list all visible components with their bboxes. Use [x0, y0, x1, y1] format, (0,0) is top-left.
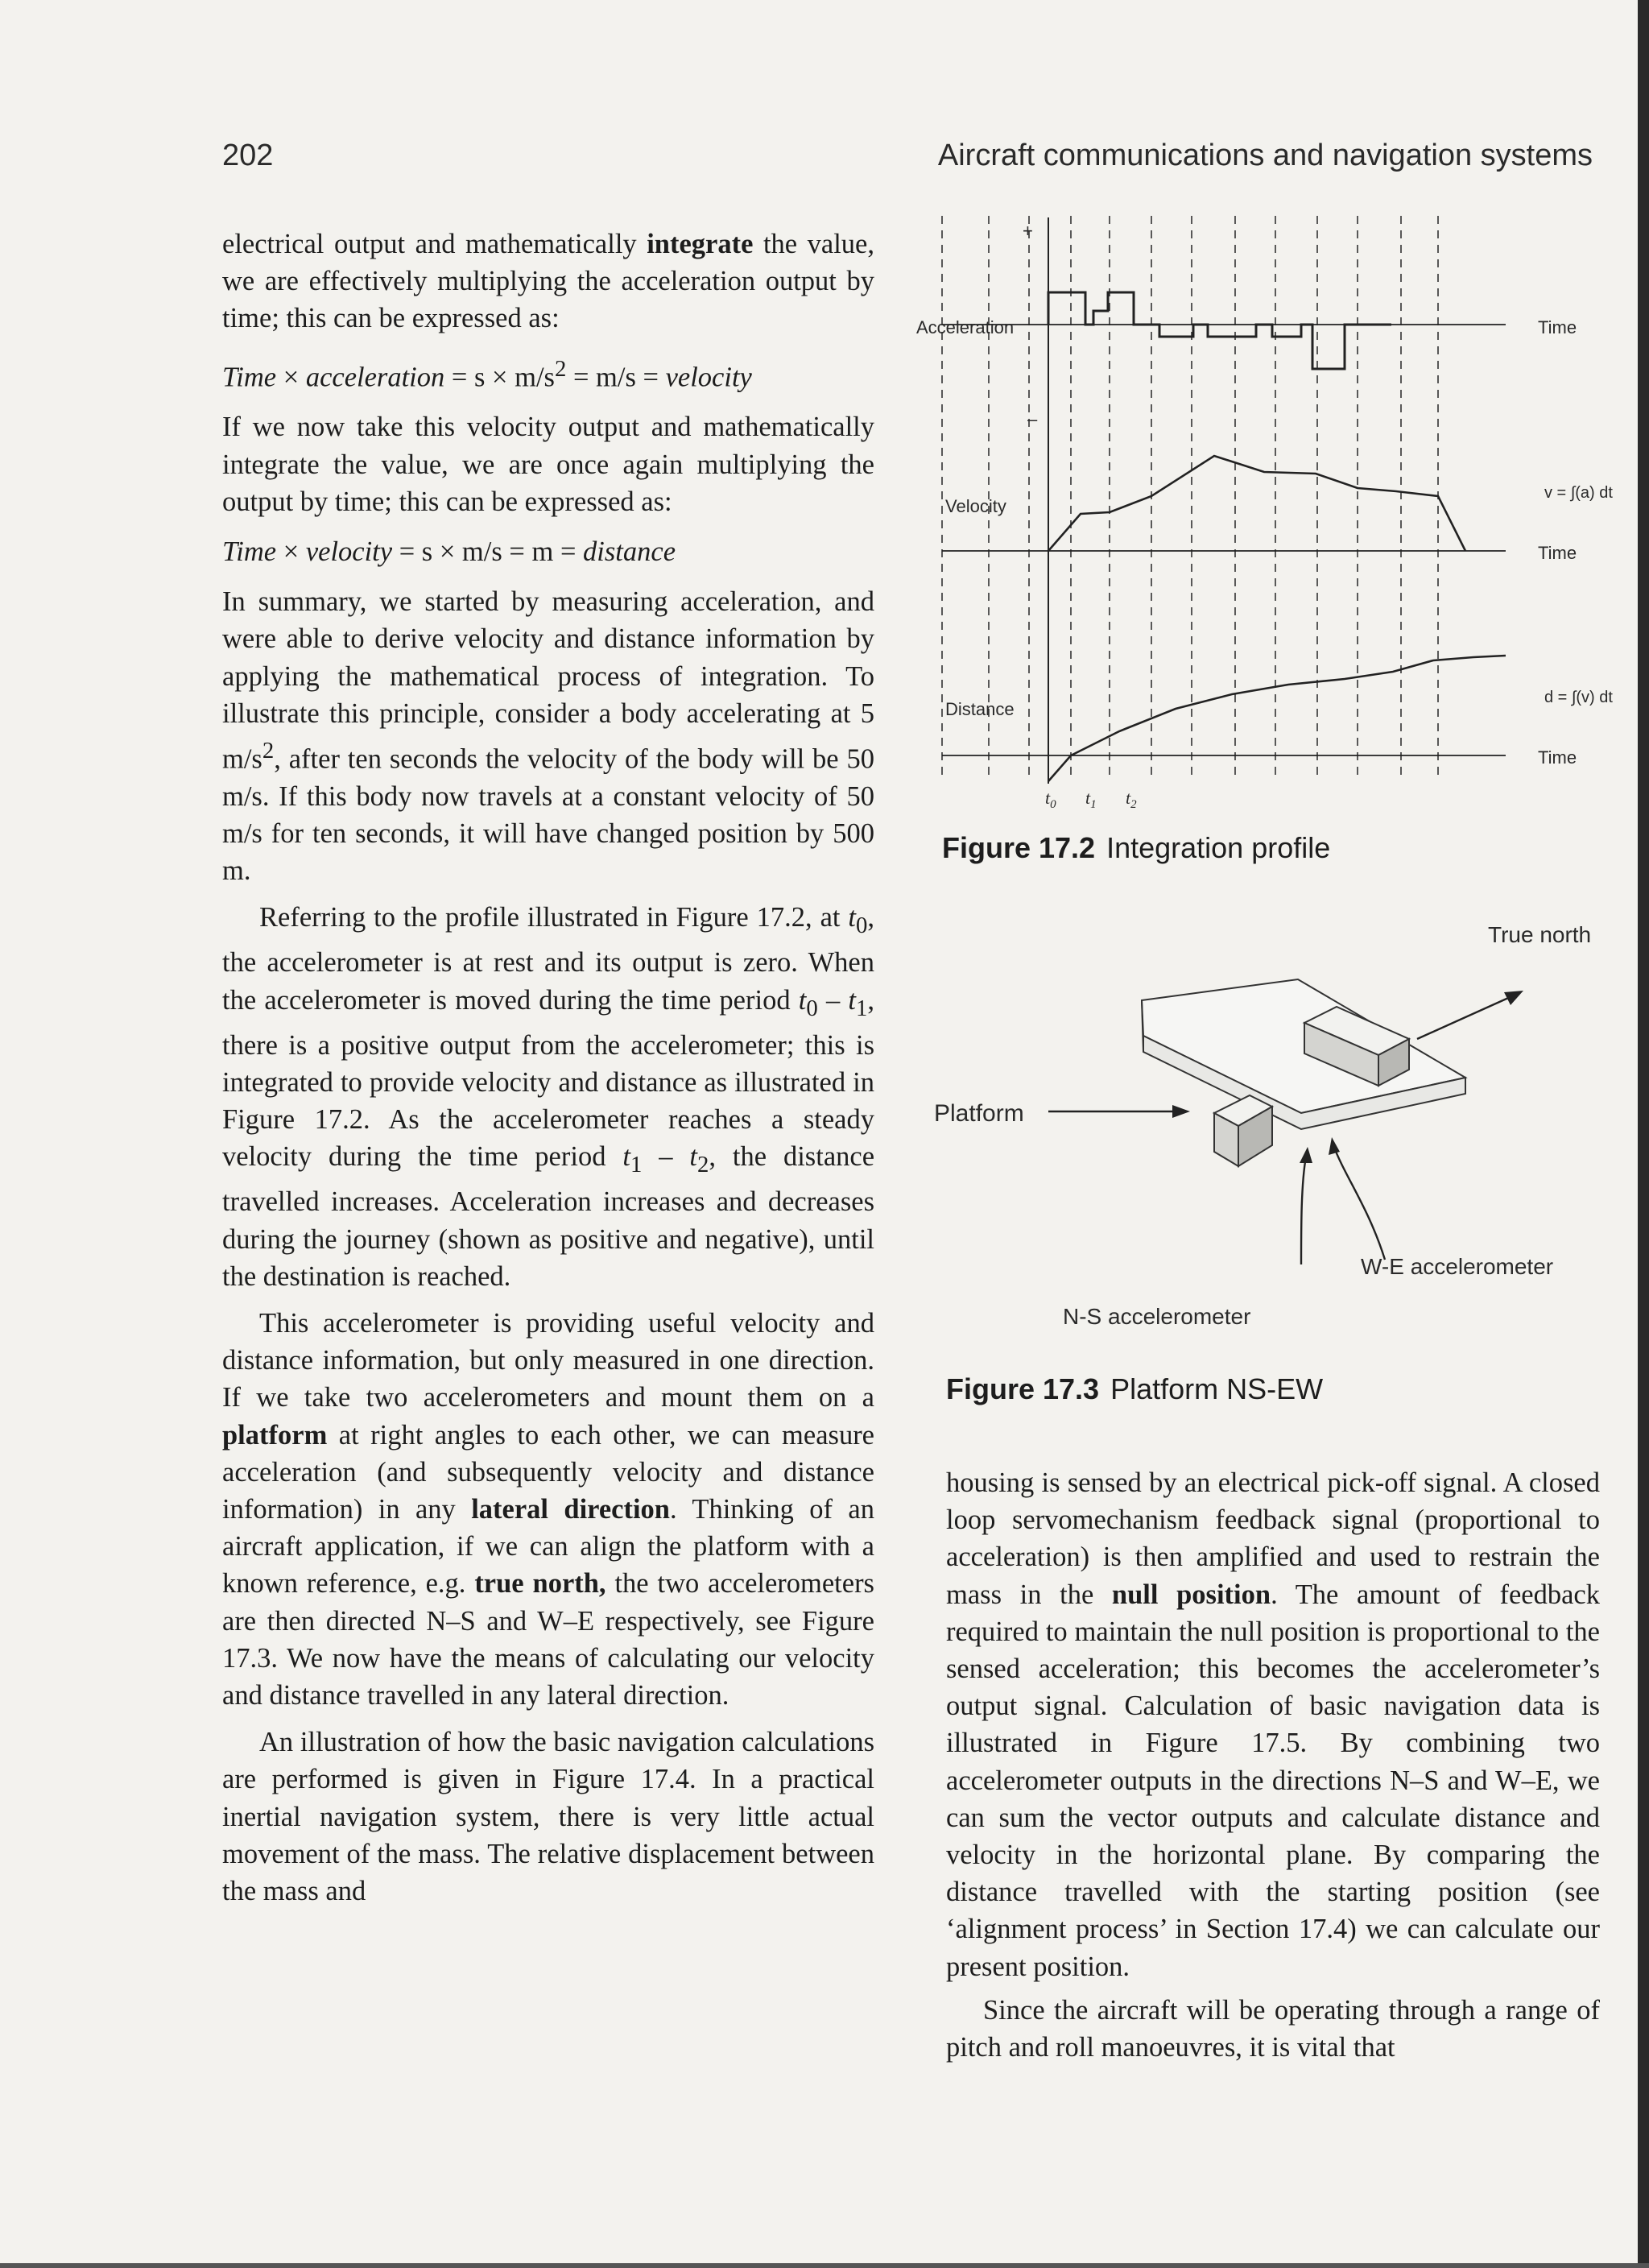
right-column	[946, 1464, 1600, 2072]
t0-label: $t_0$	[1045, 788, 1056, 811]
paragraph: This accelerometer is providing useful velocity and distance information, but only measured in one direction. If we take two accelerometers and mount them on a platform at right angles to each other, we can measure acceleration (and subsequently velocity and distance information) in any lateral direction. Thinking of an aircraft application, if we can align the platform with a known reference, e.g. true north, the two accelerometers are then directed N–S and W–E respectively, see Figure 17.3. We now have the means of calculating our velocity and distance travelled in any lateral direction.	[222, 1307, 874, 1711]
platform-label: Platform	[934, 1100, 1024, 1127]
left-column	[222, 226, 874, 1919]
time-label-velocity: Time	[1538, 543, 1577, 563]
t1-label: $t_1$	[1085, 788, 1097, 811]
equation-velocity: Time × acceleration = $s \times m/s^2 = m/s$ = velocity	[222, 355, 752, 393]
ns-arrowhead	[1300, 1147, 1312, 1163]
term-platform: platform	[222, 1419, 328, 1451]
term-integrate: integrate	[647, 229, 754, 259]
we-arrowhead	[1329, 1137, 1340, 1155]
distance-trace	[1048, 656, 1506, 781]
time-label-acceleration: Time	[1538, 317, 1577, 337]
paragraph: If we now take this velocity output and mathematically integrate the value, we are once again multiplying the output by time; this can be expressed as:	[222, 412, 874, 517]
term-null-position: null position	[1111, 1579, 1271, 1610]
figure-17-2-caption	[942, 831, 1330, 865]
time-gridlines	[942, 216, 1438, 781]
velocity-formula: v = ∫(a) dt	[1544, 484, 1613, 502]
we-arrow	[1333, 1145, 1385, 1260]
acceleration-trace	[1048, 292, 1391, 369]
figure-caption-text: Platform NS-EW	[1110, 1372, 1324, 1405]
we-accelerometer-label: W-E accelerometer	[1361, 1254, 1554, 1279]
distance-formula: d = ∫(v) dt	[1544, 689, 1613, 706]
velocity-trace	[1048, 456, 1465, 551]
term-true-north: true north,	[474, 1568, 606, 1600]
ns-accelerometer-label: N-S accelerometer	[1063, 1304, 1251, 1329]
acceleration-label: Acceleration	[916, 317, 1015, 337]
t2-label: $t_2$	[1126, 788, 1137, 811]
figure-17-2-integration-profile	[910, 208, 1635, 820]
page-edge-shadow	[1638, 0, 1649, 2268]
paragraph: Referring to the profile illustrated in Figure 17.2, at $t_0$, the accelerometer is at rest and its output is zero. When the accelerometer is moved during the time period $t_0 - t_1$, there is a positive output from the accelerometer; this is integrated to provide velocity and distance as illustrated in Figure 17.2. As the accelerometer reaches a steady velocity during the time period $t_1 - t_2$, the distance travelled increases. Acceleration increases and decreases during the journey (shown as positive and negative), until the destination is reached.	[222, 902, 875, 1292]
page-number: 202	[222, 139, 274, 172]
figure-number: Figure 17.3	[946, 1372, 1100, 1405]
distance-label: Distance	[945, 699, 1015, 719]
paragraph: housing is sensed by an electrical pick-off signal. A closed loop servomechanism feedback signal (proportional to acceleration) is then amplified and used to restrain the mass in the null position. The amount of feedback required to maintain the null position is proportional to the sensed acceleration; this becomes the accelerometer’s output signal. Calculation of basic navigation data is illustrated in Figure 17.5. By combining two accelerometer outputs in the directions N–S and W–E, we can sum the vector outputs and calculate distance and velocity in the horizontal plane. By comparing the distance travelled with the starting position (see ‘alignment process’ in Section 17.4) we can calculate our present position.	[946, 1467, 1600, 1982]
paragraph: electrical output and mathematically integrate the value, we are effectively multiplying the acceleration output by time; this can be expressed as:	[222, 229, 874, 334]
figure-caption-text: Integration profile	[1106, 831, 1331, 864]
figure-17-3-caption	[946, 1372, 1323, 1406]
true-north-arrow	[1417, 995, 1514, 1039]
running-title: Aircraft communications and navigation systems	[937, 139, 1593, 172]
plus-sign: +	[1023, 221, 1033, 241]
paragraph: Since the aircraft will be operating through a range of pitch and roll manoeuvres, it is vital that	[946, 1994, 1600, 2063]
figure-number: Figure 17.2	[942, 831, 1096, 864]
paragraph: In summary, we started by measuring acceleration, and were able to derive velocity and distance information by applying the mathematical process of integration. To illustrate this principle, consider a body accelerating at 5 $m/s^2$, after ten seconds the velocity of the body will be 50 m/s. If this body now travels at a constant velocity of 50 m/s for ten seconds, it will have changed position by 500 m.	[222, 586, 874, 887]
true-north-arrowhead	[1504, 991, 1523, 1005]
paragraph: An illustration of how the basic navigation calculations are performed is given in Figure 17.4. In a practical inertial navigation system, there is very little actual movement of the mass. The relative displacement between the mass and	[222, 1727, 874, 1906]
page-bottom-edge	[0, 2263, 1649, 2268]
velocity-label: Velocity	[945, 496, 1006, 516]
figure-17-3-platform-diagram	[934, 910, 1626, 1345]
term-lateral-direction: lateral direction	[471, 1493, 670, 1525]
true-north-label: True north	[1488, 922, 1592, 947]
time-label-distance: Time	[1538, 747, 1577, 768]
ns-arrow	[1301, 1157, 1306, 1264]
minus-sign: –	[1027, 409, 1038, 429]
platform-arrowhead	[1172, 1105, 1190, 1118]
equation-distance: Time × velocity = s × m/s = m = distance	[222, 536, 676, 567]
